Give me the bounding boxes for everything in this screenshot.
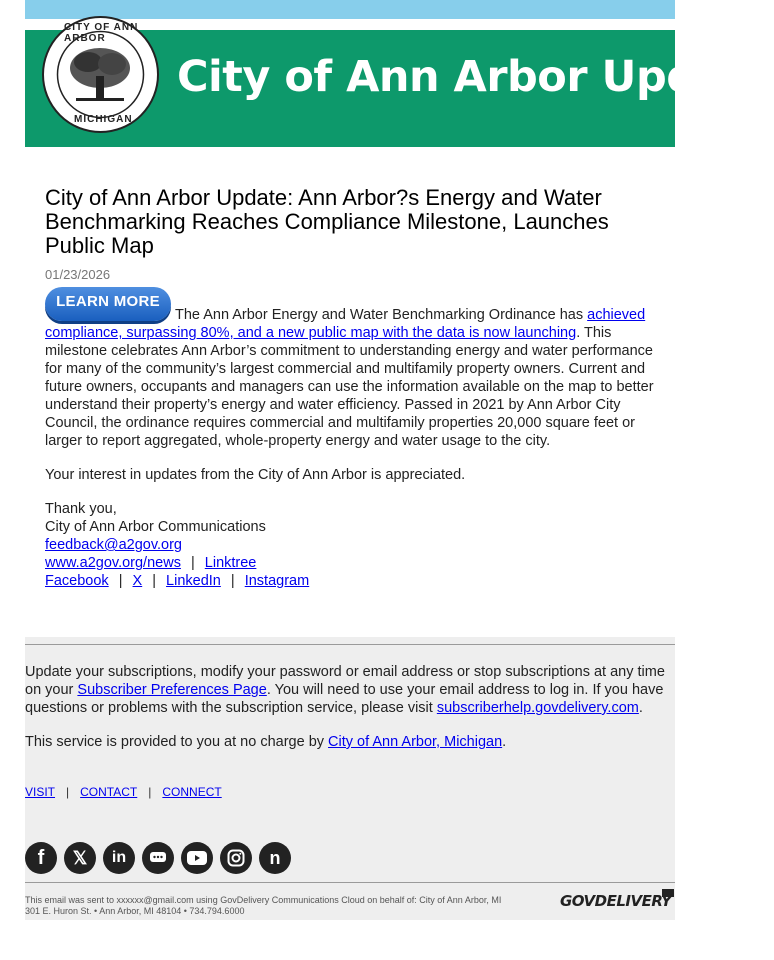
learn-more-button[interactable]: LEARN MORE	[45, 287, 171, 321]
nextdoor-icon[interactable]: n	[259, 842, 291, 874]
separator: |	[152, 573, 157, 589]
top-accent-bar	[25, 0, 675, 19]
govdelivery-logo: GOVDELIVERY	[560, 892, 672, 910]
facebook-icon[interactable]: f	[25, 842, 57, 874]
linkedin-icon[interactable]: in	[103, 842, 135, 874]
instagram-icon[interactable]	[220, 842, 252, 874]
prefs-text-3: .	[638, 700, 643, 716]
prefs-text-1: Update your subscriptions, modify your password or email address or stop subscriptions at any time on your	[25, 664, 665, 698]
linktree-link[interactable]: Linktree	[204, 555, 257, 571]
facebook-link[interactable]: Facebook	[45, 573, 109, 589]
interest-line: Your interest in updates from the City of Ann Arbor is appreciated.	[45, 467, 466, 483]
chat-icon[interactable]	[142, 842, 174, 874]
article-body	[45, 285, 665, 590]
contact-link[interactable]: CONTACT	[80, 785, 138, 799]
compliance-link[interactable]: achieved compliance, surpassing 80%, and a new public map with the data is now launching	[45, 307, 646, 341]
seal-text-bottom: MICHIGAN	[74, 114, 133, 125]
header-title: City of Ann Arbor Update	[177, 52, 774, 102]
separator: |	[66, 785, 70, 799]
footer-divider	[25, 644, 675, 645]
separator: |	[118, 573, 123, 589]
connect-link[interactable]: CONNECT	[162, 785, 222, 799]
social-icons-row	[25, 842, 291, 874]
signature-text: City of Ann Arbor Communications	[45, 519, 266, 535]
city-link[interactable]: City of Ann Arbor, Michigan	[328, 734, 503, 750]
footer-text	[25, 663, 670, 767]
email-footer	[25, 637, 675, 920]
signoff-block	[45, 500, 665, 590]
x-icon[interactable]: 𝕏	[64, 842, 96, 874]
footer-fine-print	[25, 895, 565, 917]
city-seal-logo	[42, 16, 159, 133]
service-end: .	[502, 734, 507, 750]
news-link[interactable]: www.a2gov.org/news	[45, 555, 181, 571]
subscriber-help-link[interactable]: subscriberhelp.govdelivery.com	[436, 700, 639, 716]
subscriber-preferences-link[interactable]: Subscriber Preferences Page	[77, 682, 267, 698]
subscription-text	[25, 663, 670, 717]
separator: |	[230, 573, 235, 589]
address-text: 301 E. Huron St. • Ann Arbor, MI 48104 • 734.794.6000	[25, 906, 245, 916]
article-headline: City of Ann Arbor Update: Ann Arbor?s Energy and Water Benchmarking Reaches Compliance Milestone, Launches Public Map	[45, 185, 609, 258]
article-date: 01/23/2026	[45, 267, 111, 282]
linkedin-link[interactable]: LinkedIn	[166, 573, 221, 589]
seal-text-top: CITY OF ANN ARBOR	[64, 22, 139, 44]
thanks-text: Thank you,	[45, 501, 117, 517]
separator: |	[148, 785, 152, 799]
news-links-row	[45, 554, 665, 572]
body-rest: . This milestone celebrates Ann Arbor’s commitment to understanding energy and water performance for many of the community’s largest commercial and multifamily property owners. Current and future owners, occupants and managers can use the information available on the map to better understand their property’s energy and water efficiency. Passed in 2021 by Ann Arbor City Council, the ordinance requires commercial and multifamily properties 20,000 square feet or larger to report aggregated, whole-property energy and water usage to the city.	[45, 325, 654, 449]
x-link[interactable]: X	[132, 573, 143, 589]
service-text	[25, 733, 670, 751]
body-intro: The Ann Arbor Energy and Water Benchmarking Ordinance has	[175, 307, 588, 323]
prefs-text-2: . You will need to use your email address to log in. If you have questions or problems with the subscription service, please visit	[25, 682, 664, 716]
feedback-email-link[interactable]: feedback@a2gov.org	[45, 537, 182, 553]
youtube-icon[interactable]	[181, 842, 213, 874]
instagram-link[interactable]: Instagram	[244, 573, 310, 589]
sent-to-text: This email was sent to xxxxxx@gmail.com using GovDelivery Communications Cloud on behalf of: City of Ann Arbor, MI	[25, 895, 502, 905]
article-content	[45, 186, 665, 590]
separator: |	[190, 555, 195, 571]
service-text-label: This service is provided to you at no charge by	[25, 734, 329, 750]
footer-nav	[25, 785, 222, 799]
visit-link[interactable]: VISIT	[25, 785, 56, 799]
social-links-row	[45, 572, 665, 590]
email-header-banner	[25, 22, 774, 147]
footer-divider-bottom	[25, 882, 675, 883]
